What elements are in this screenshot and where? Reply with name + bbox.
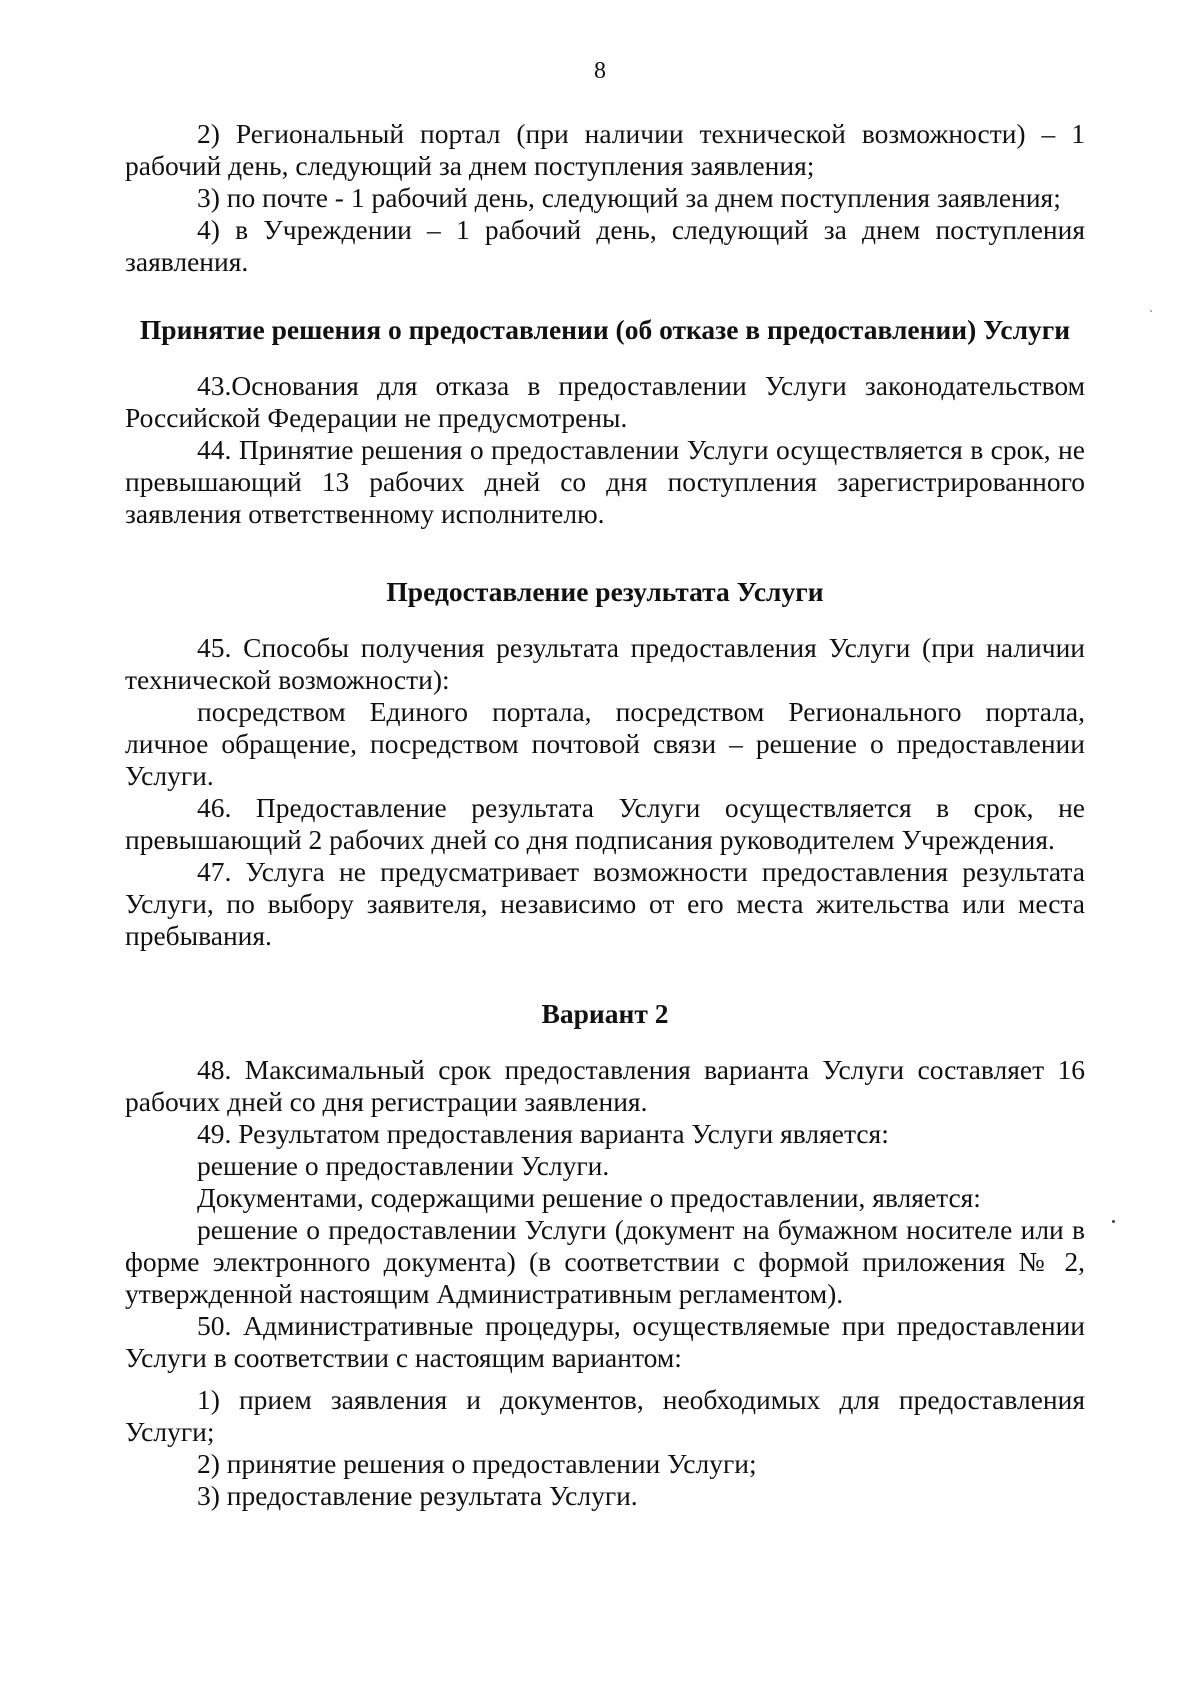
paragraph: 47. Услуга не предусматривает возможности предоставления результата Услуги, по выбору заявителя, независимо от его места жительства или места пребывания.: [125, 856, 1085, 951]
paragraph: 43.Основания для отказа в предоставлении Услуги законодательством Российской Федерации не предусмотрены.: [125, 370, 1085, 433]
paragraph: 3) по почте - 1 рабочий день, следующий за днем поступления заявления;: [197, 182, 1061, 213]
section-heading: Вариант 2: [541, 998, 669, 1029]
list-item: 3) предоставление результата Услуги.: [197, 1480, 638, 1511]
paragraph: 50. Административные процедуры, осуществляемые при предоставлении Услуги в соответствии с настоящим вариантом:: [125, 1310, 1085, 1373]
paragraph: 46. Предоставление результата Услуги осуществляется в срок, не превышающий 2 рабочих дней со дня подписания руководителем Учреждения.: [125, 792, 1085, 855]
list-item: 1) прием заявления и документов, необходимых для предоставления Услуги;: [125, 1384, 1085, 1447]
page-number: 8: [594, 58, 606, 84]
paragraph: 45. Способы получения результата предоставления Услуги (при наличии технической возможности):: [125, 632, 1085, 695]
section-heading: Принятие решения о предоставлении (об отказе в предоставлении) Услуги: [139, 314, 1071, 345]
paragraph: посредством Единого портала, посредством Регионального портала, личное обращение, посредством почтовой связи – решение о предоставлении Услуги.: [125, 696, 1085, 791]
paragraph: 48. Максимальный срок предоставления варианта Услуги составляет 16 рабочих дней со дня регистрации заявления.: [125, 1054, 1085, 1117]
scan-speck: [1150, 310, 1152, 312]
section-heading: Предоставление результата Услуги: [386, 576, 824, 607]
list-item: 2) принятие решения о предоставлении Услуги;: [197, 1448, 757, 1479]
document-body: [125, 118, 1085, 1512]
paragraph: Документами, содержащими решение о предоставлении, является:: [197, 1182, 981, 1213]
paragraph: решение о предоставлении Услуги.: [197, 1150, 610, 1181]
paragraph: решение о предоставлении Услуги (документ на бумажном носителе или в форме электронного документа) (в соответствии с формой приложения № 2, утвержденной настоящим Административным регламентом).: [125, 1214, 1085, 1309]
paragraph: 4) в Учреждении – 1 рабочий день, следующий за днем поступления заявления.: [125, 214, 1085, 277]
paragraph: 2) Региональный портал (при наличии технической возможности) – 1 рабочий день, следующий за днем поступления заявления;: [125, 118, 1085, 181]
paragraph: 49. Результатом предоставления варианта Услуги является:: [197, 1118, 889, 1149]
scan-speck: [1112, 1220, 1115, 1223]
paragraph: 44. Принятие решения о предоставлении Услуги осуществляется в срок, не превышающий 13 рабочих дней со дня поступления зарегистрированного заявления ответственному исполнителю.: [125, 434, 1085, 529]
